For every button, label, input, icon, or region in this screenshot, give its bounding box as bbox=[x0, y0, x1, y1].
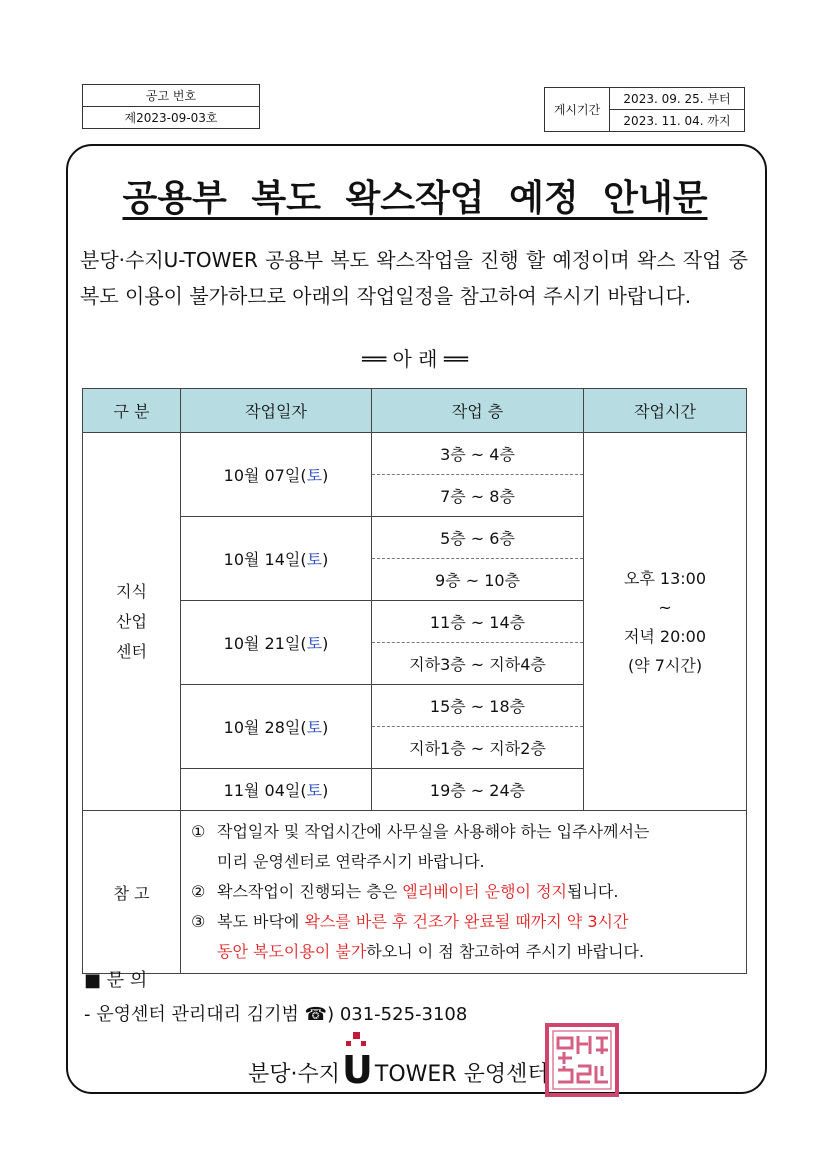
floor-cell: 9층 ~ 10층 bbox=[372, 559, 584, 601]
notes-row bbox=[83, 811, 747, 974]
floor-cell: 지하3층 ~ 지하4층 bbox=[372, 643, 584, 685]
floor-cell: 5층 ~ 6층 bbox=[372, 517, 584, 559]
posting-period-end: 2023. 11. 04. 까지 bbox=[610, 110, 745, 132]
contact-line: - 운영센터 관리대리 김기범 ☎) 031-525-3108 bbox=[84, 1004, 468, 1025]
date-cell: 11월 04일(토) bbox=[181, 769, 372, 811]
logo-right-text: TOWER 운영센터 bbox=[374, 1062, 549, 1087]
header-date: 작업일자 bbox=[181, 389, 372, 433]
notes-label: 참 고 bbox=[83, 811, 181, 974]
date-cell: 10월 07일(토) bbox=[181, 433, 372, 517]
header-time: 작업시간 bbox=[584, 389, 747, 433]
table-row bbox=[83, 433, 747, 475]
date-cell: 10월 14일(토) bbox=[181, 517, 372, 601]
utower-logo bbox=[248, 1038, 549, 1092]
notice-title: 공용부 복도 왁스작업 예정 안내문 bbox=[122, 178, 708, 219]
logo-u: U bbox=[342, 1052, 373, 1088]
logo-left-text: 분당·수지 bbox=[248, 1062, 341, 1087]
posting-period-box bbox=[544, 87, 745, 132]
floor-cell: 7층 ~ 8층 bbox=[372, 475, 584, 517]
time-cell: 오후 13:00 ~ 저녁 20:00 (약 7시간) bbox=[584, 433, 747, 811]
floor-cell: 지하1층 ~ 지하2층 bbox=[372, 727, 584, 769]
intro-paragraph: 분당·수지U-TOWER 공용부 복도 왁스작업을 진행 할 예정이며 왁스 작업 중 복도 이용이 불가하므로 아래의 작업일정을 참고하여 주시기 바랍니다. bbox=[80, 248, 748, 308]
logo-dots-icon bbox=[346, 1032, 368, 1050]
schedule-table bbox=[82, 388, 747, 974]
posting-period-start: 2023. 09. 25. 부터 bbox=[610, 88, 745, 110]
date-cell: 10월 21일(토) bbox=[181, 601, 372, 685]
official-seal-icon bbox=[544, 1022, 620, 1098]
notice-number-value: 제2023-09-03호 bbox=[83, 107, 260, 129]
table-header-row bbox=[83, 389, 747, 433]
notice-number-label: 공고 번호 bbox=[83, 85, 260, 107]
posting-period-label: 게시기간 bbox=[545, 88, 610, 132]
floor-cell: 3층 ~ 4층 bbox=[372, 433, 584, 475]
category-cell: 지식 산업 센터 bbox=[83, 433, 181, 811]
date-cell: 10월 28일(토) bbox=[181, 685, 372, 769]
note-2: ② 왁스작업이 진행되는 층은 엘리베이터 운행이 정지됩니다. bbox=[191, 882, 619, 901]
floor-cell: 15층 ~ 18층 bbox=[372, 685, 584, 727]
inquiry-heading: ■ 문 의 bbox=[84, 970, 148, 991]
notes-cell bbox=[181, 811, 747, 974]
header-category: 구 분 bbox=[83, 389, 181, 433]
note-3: ③ 복도 바닥에 왁스를 바른 후 건조가 완료될 때까지 약 3시간 동안 복도이용이 불가하오니 이 점 참고하여 주시기 바랍니다. bbox=[191, 912, 645, 961]
note-1: ① 작업일자 및 작업시간에 사무실을 사용해야 하는 입주사께서는 미리 운영센터로 연락주시기 바랍니다. bbox=[191, 822, 650, 871]
header-floor: 작업 층 bbox=[372, 389, 584, 433]
floor-cell: 11층 ~ 14층 bbox=[372, 601, 584, 643]
notice-number-box bbox=[82, 84, 260, 129]
floor-cell: 19층 ~ 24층 bbox=[372, 769, 584, 811]
below-heading: ══ 아 래 ══ bbox=[362, 347, 468, 371]
